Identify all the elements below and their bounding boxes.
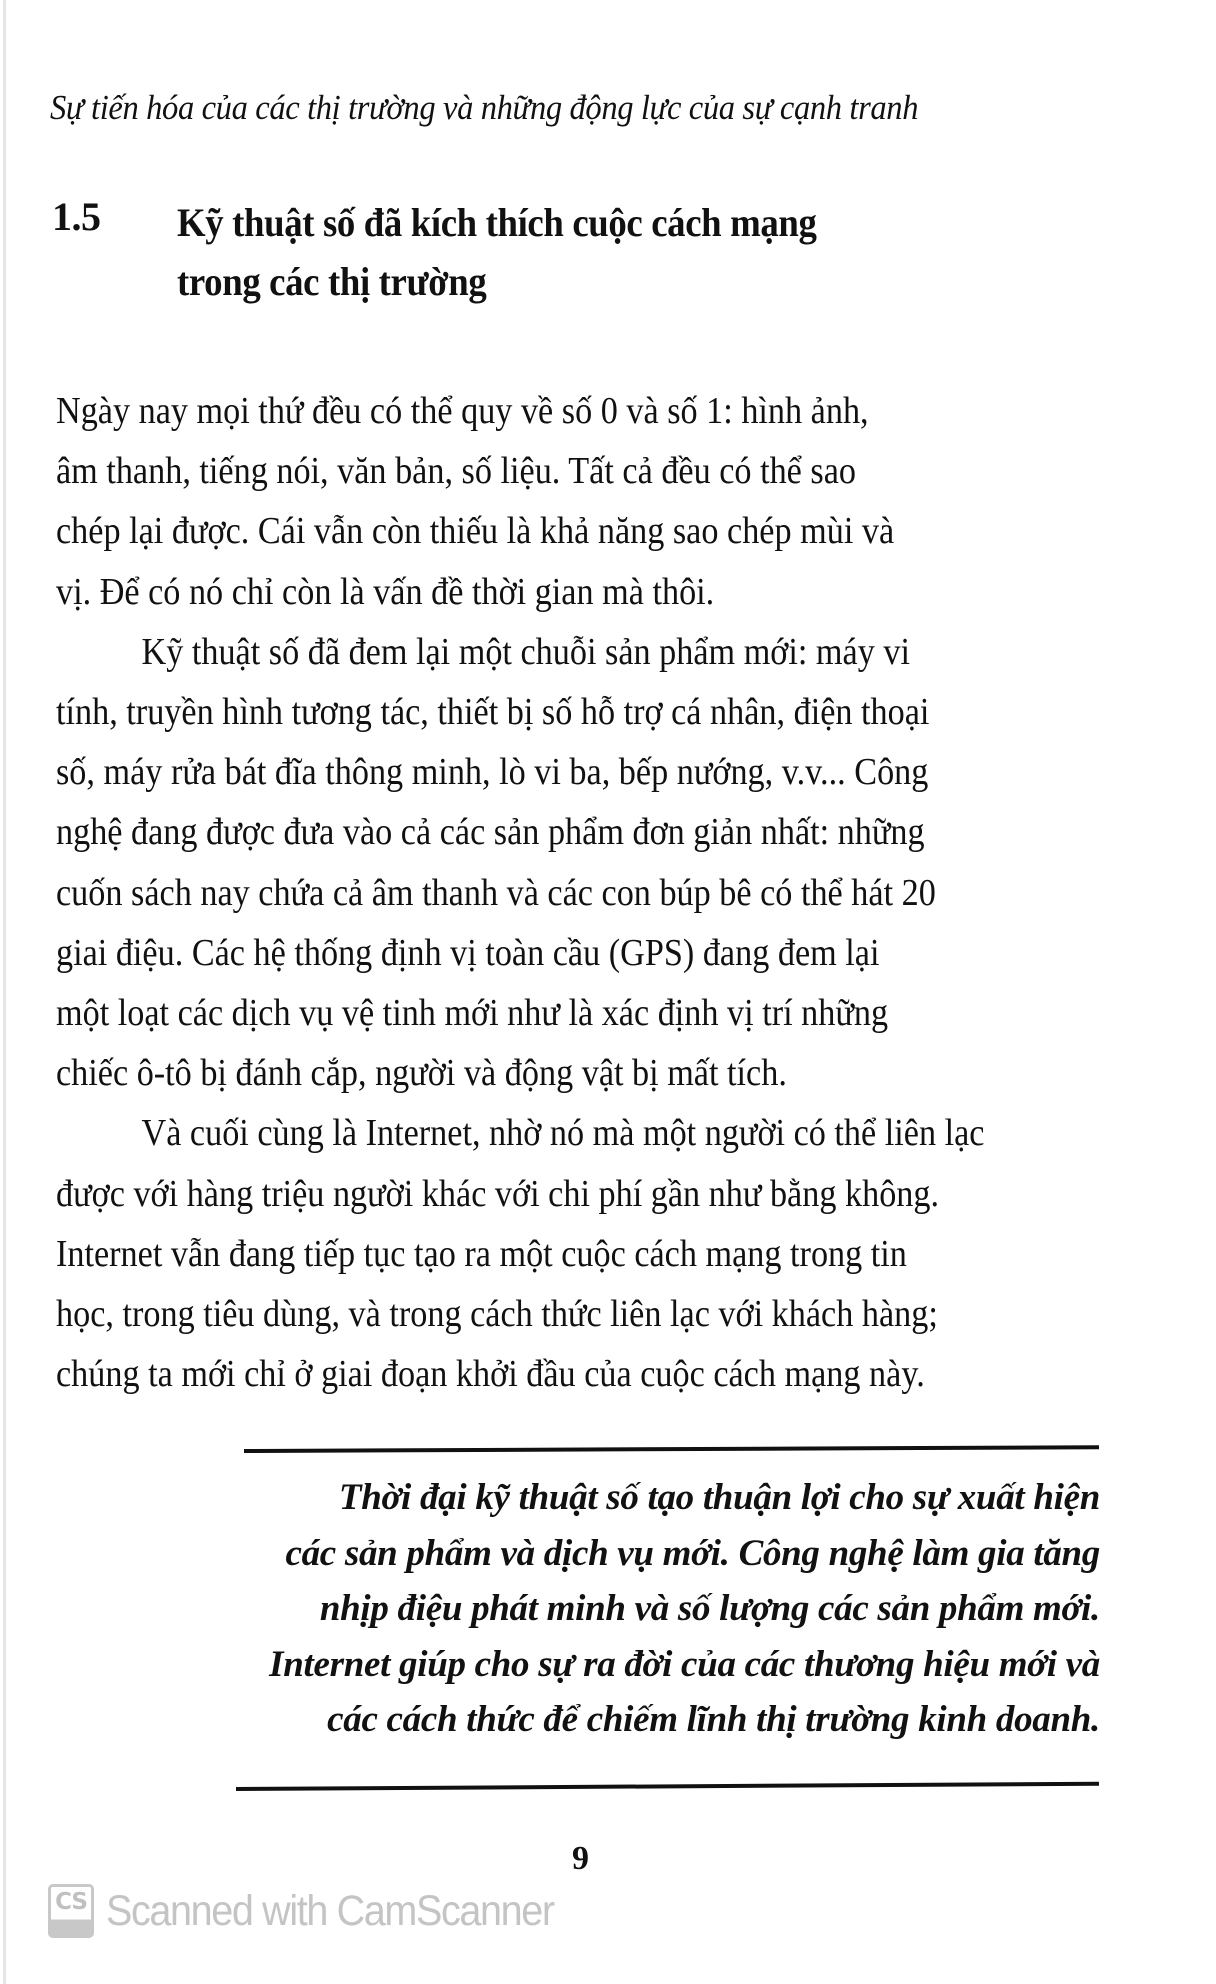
text-line: một loạt các dịch vụ vệ tinh mới như là xác định vị trí những	[56, 992, 889, 1035]
camscanner-watermark	[48, 1884, 593, 1938]
callout-line: Thời đại kỹ thuật số tạo thuận lợi cho sự xuất hiện	[338, 1477, 1100, 1518]
text-line: Internet vẫn đang tiếp tục tạo ra một cuộc cách mạng trong tin	[56, 1232, 907, 1275]
scan-left-edge	[3, 0, 6, 1984]
callout-box	[269, 1470, 1100, 1748]
body-text	[56, 381, 1136, 1404]
callout-line: các cách thức để chiếm lĩnh thị trường kinh doanh.	[327, 1699, 1100, 1740]
callout-line: nhịp điệu phát minh và số lượng các sản phẩm mới.	[319, 1588, 1100, 1629]
text-line: tính, truyền hình tương tác, thiết bị số hỗ trợ cá nhân, điện thoại	[56, 691, 930, 734]
paragraph-3	[56, 1103, 1105, 1404]
text-line: chiếc ô-tô bị đánh cắp, người và động vật bị mất tích.	[56, 1052, 787, 1095]
callout-bottom-rule	[236, 1782, 1099, 1791]
section-title	[177, 193, 817, 311]
text-line: chép lại được. Cái vẫn còn thiếu là khả năng sao chép mùi và	[56, 510, 895, 553]
text-line: cuốn sách nay chứa cả âm thanh và các con búp bê có thể hát 20	[56, 871, 936, 914]
text-line: số, máy rửa bát đĩa thông minh, lò vi ba, bếp nướng, v.v... Công	[56, 751, 929, 794]
text-line: Kỹ thuật số đã đem lại một chuỗi sản phẩm mới: máy vi	[141, 630, 910, 673]
text-line: vị. Để có nó chỉ còn là vấn đề thời gian mà thôi.	[56, 570, 715, 613]
callout-line: Internet giúp cho sự ra đời của các thương hiệu mới và	[269, 1643, 1100, 1685]
callout-line: các sản phẩm và dịch vụ mới. Công nghệ làm gia tăng	[285, 1532, 1100, 1574]
text-line: giai điệu. Các hệ thống định vị toàn cầu (GPS) đang đem lại	[56, 931, 880, 974]
section-title-line: trong các thị trường	[177, 259, 487, 304]
text-line: âm thanh, tiếng nói, văn bản, số liệu. Tất cả đều có thể sao	[56, 450, 857, 493]
watermark-text: Scanned with CamScanner	[106, 1886, 554, 1935]
camscanner-logo-text: CS	[55, 1889, 87, 1915]
text-line: nghệ đang được đưa vào cả các sản phẩm đơn giản nhất: những	[56, 811, 925, 854]
text-line: học, trong tiêu dùng, và trong cách thức liên lạc với khách hàng;	[56, 1293, 938, 1336]
paragraph-2	[56, 622, 1105, 1104]
text-line: Và cuối cùng là Internet, nhờ nó mà một người có thể liên lạc	[141, 1112, 985, 1155]
text-line: chúng ta mới chỉ ở giai đoạn khởi đầu của cuộc cách mạng này.	[56, 1353, 925, 1396]
section-title-line: Kỹ thuật số đã kích thích cuộc cách mạng	[177, 200, 817, 245]
callout-top-rule	[244, 1445, 1099, 1453]
paragraph-1	[56, 381, 1105, 622]
text-line: được với hàng triệu người khác với chi phí gần như bằng không.	[56, 1172, 940, 1215]
section-number: 1.5	[52, 194, 101, 239]
camscanner-logo-icon	[48, 1884, 94, 1938]
text-line: Ngày nay mọi thứ đều có thể quy về số 0 và số 1: hình ảnh,	[56, 390, 869, 432]
page-number: 9	[572, 1840, 589, 1877]
running-head: Sự tiến hóa của các thị trường và những động lực của sự cạnh tranh	[50, 88, 919, 127]
